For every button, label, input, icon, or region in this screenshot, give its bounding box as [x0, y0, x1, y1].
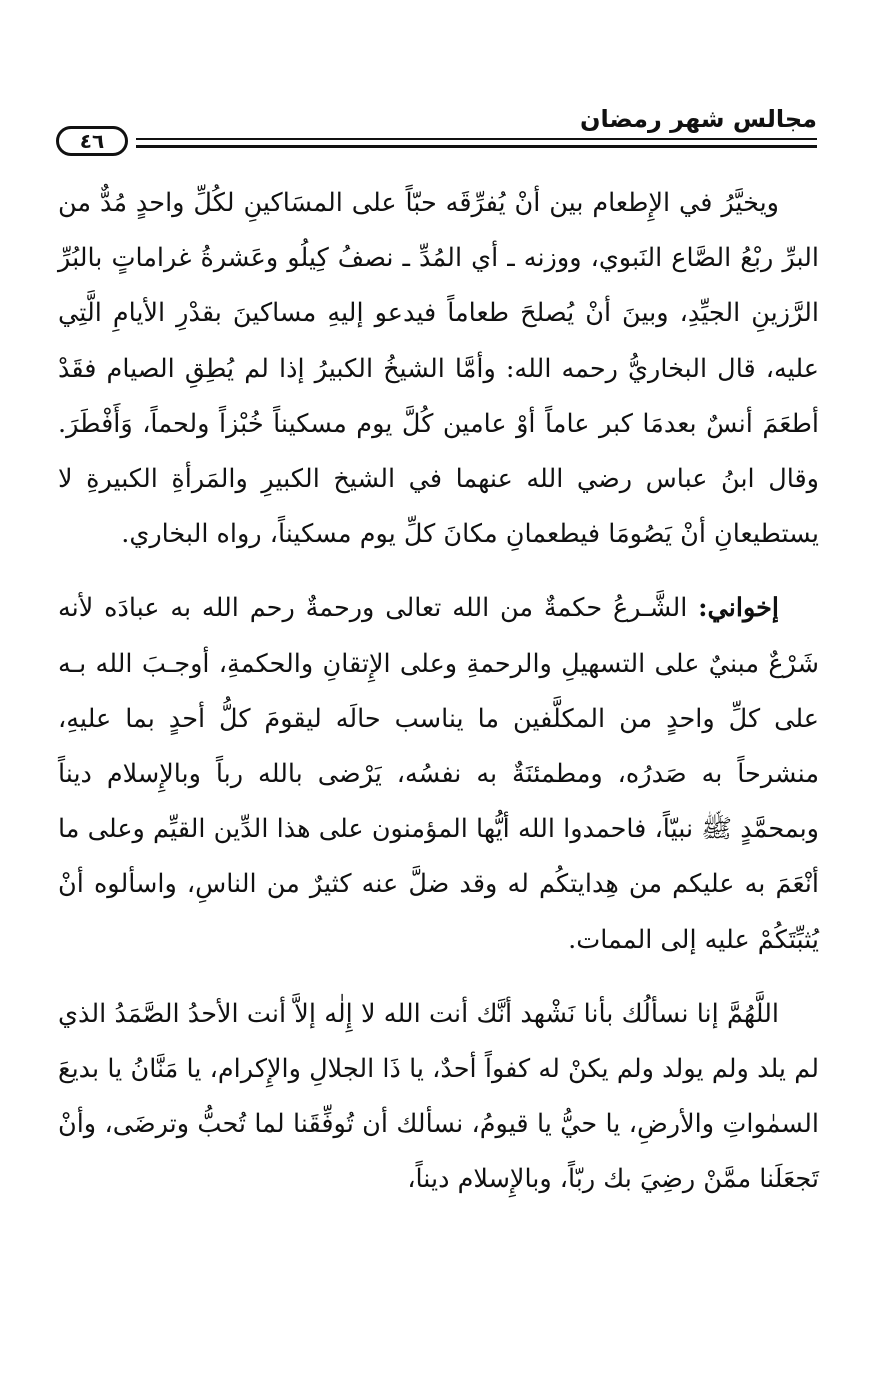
- paragraph-text: ويخيَّرُ في الإِطعام بين أنْ يُفرِّقَه حبّاً على المسَاكينِ لكُلِّ واحدٍ مُدٌّ من البرِّ ربْعُ الصَّاع النَبوي، ووزنه ـ أي المُدِّ ـ نصفُ كِيلُو وعَشرةُ غراماتٍ بالبُرِّ الرَّزينِ الجيِّدِ، وبينَ أنْ يُصلحَ طعاماً فيدعو إليهِ مساكينَ بقدْرِ الأيامِ الَّتِي عليه، قال البخاريُّ رحمه الله: وأمَّا الشيخُ الكبيرُ إذا لم يُطِقِ الصيام فقَدْ أطعَمَ أنسٌ بعدمَا كبر عاماً أوْ عامين كُلَّ يوم مسكيناً خُبْزاً ولحماً، وَأَفْطَرَ. وقال ابنُ عباس رضي الله عنهما في الشيخ الكبيرِ والمَرأةِ الكبيرةِ لا يستطيعانِ أنْ يَصُومَا فيطعمانِ مكانَ كلِّ يوم مسكيناً، رواه البخاري.: [58, 188, 819, 550]
- header-rule-thin: [136, 138, 817, 140]
- running-title: مجالس شهر رمضان: [579, 105, 817, 133]
- header-rule-thick: [136, 145, 817, 148]
- paragraph-ikhwani: [58, 581, 819, 967]
- page-header: [56, 96, 817, 168]
- paragraph-dua: [58, 987, 819, 1208]
- page-body: [58, 176, 819, 1208]
- paragraph-fidya: [58, 176, 819, 562]
- page-number-badge: ٤٦: [56, 126, 128, 156]
- paragraph-text: اللَّهُمَّ إنا نسألُك بأنا نَشْهد أنَّك أنت الله لا إِلٰه إلاَّ أنت الأحدُ الصَّمَدُ الذي لم يلد ولم يولد ولم يكنْ له كفواً أحدٌ، يا ذَا الجلالِ والإِكرام، يا مَنَّانُ يا بديعَ السمٰواتِ والأرضِ، يا حيُّ يا قيومُ، نسألك أن تُوفِّقَنا لما تُحبُّ وترضَى، وأنْ تَجعَلَنا ممَّنْ رضِيَ بك ربّاً، وبالإِسلام ديناً،: [58, 998, 819, 1195]
- paragraph-lead: إخواني:: [698, 593, 779, 624]
- paragraph-text: الشَّـرعُ حكمةٌ من الله تعالى ورحمةٌ رحم الله به عبادَه لأنه شَرْعٌ مبنيٌ على التسهيلِ والرحمةِ وعلى الإِتقانِ والحكمةِ، أوجـبَ الله بـه على كلِّ واحدٍ من المكلَّفين ما يناسب حالَه ليقومَ كلُّ أحدٍ بما عليهِ، منشرحاً به صَدرُه، ومطمئنَةٌ به نفسُه، يَرْضى بالله رباً وبالإِسلام ديناً وبمحمَّدٍ ﷺ نبيّاً، فاحمدوا الله أيُّها المؤمنون على هذا الدِّين القيِّم وعلى ما أنْعَمَ به عليكم من هِدايتكُم له وقد ضلَّ عنه كثيرٌ من الناسِ، واسألوه أنْ يُثبِّتَكُمْ عليه إلى الممات.: [58, 593, 819, 955]
